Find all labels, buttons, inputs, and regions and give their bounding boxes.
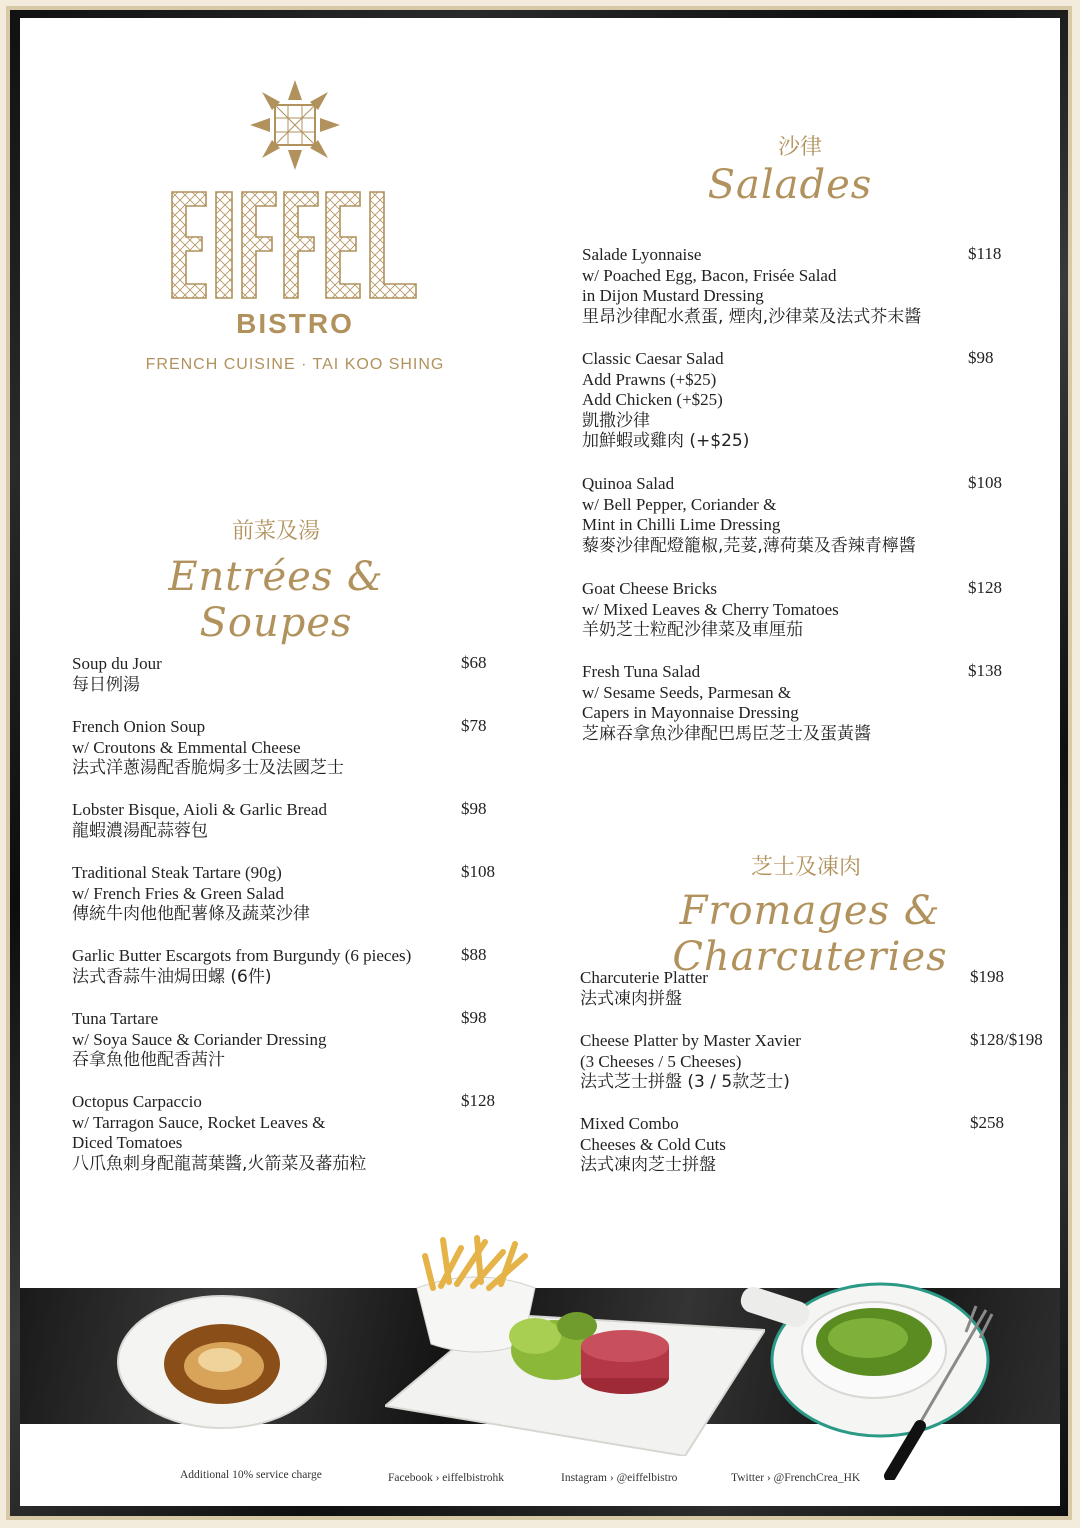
entree-item: Tuna Tartare w/ Soya Sauce & Coriander Dressing 吞拿魚他他配香茜汁 — [72, 1009, 327, 1070]
salade-item: Salade Lyonnaise w/ Poached Egg, Bacon, Frisée Salad in Dijon Mustard Dressing 里昂沙律配水煮蛋, 煙肉,沙律菜及法式芥末醬 — [582, 245, 922, 327]
entree-price: $78 — [461, 716, 487, 735]
fromage-item: Charcuterie Platter 法式凍肉拼盤 — [580, 968, 708, 1009]
salade-price: $98 — [968, 348, 994, 367]
salade-item: Classic Caesar Salad Add Prawns (+$25) Add Chicken (+$25) 凱撒沙律 加鮮蝦或雞肉 (+$25) — [582, 349, 750, 451]
service-charge-note: Additional 10% service charge — [180, 1469, 322, 1481]
salades-title-fr: Salades — [707, 162, 873, 208]
escargot-dish-icon — [740, 1280, 1000, 1480]
salade-price: $118 — [968, 244, 1002, 263]
entree-item: Garlic Butter Escargots from Burgundy (6 pieces) 法式香蒜牛油焗田螺 (6件) — [72, 946, 412, 987]
menu-page — [20, 18, 1060, 1506]
entree-price: $88 — [461, 945, 487, 964]
onion-soup-dish-icon — [112, 1284, 332, 1434]
fromage-price: $198 — [970, 967, 1004, 986]
salade-item: Fresh Tuna Salad w/ Sesame Seeds, Parmesan & Capers in Mayonnaise Dressing 芝麻吞拿魚沙律配巴馬臣芝士及蛋黃醬 — [582, 662, 871, 744]
brand-tagline: FRENCH CUISINE · TAI KOO SHING — [145, 356, 445, 373]
fromages-title-fr: Fromages & Charcuteries — [672, 888, 948, 980]
fromage-item: Cheese Platter by Master Xavier (3 Cheeses / 5 Cheeses) 法式芝士拼盤 (3 / 5款芝士) — [580, 1031, 801, 1092]
salade-price: $138 — [968, 661, 1002, 680]
facebook-link[interactable]: Facebook › eiffelbistrohk — [388, 1472, 505, 1484]
fromage-item: Mixed Combo Cheeses & Cold Cuts 法式凍肉芝士拼盤 — [580, 1114, 726, 1175]
entree-price: $98 — [461, 799, 487, 818]
entree-item: French Onion Soup w/ Croutons & Emmental Cheese 法式洋蔥湯配香脆焗多士及法國芝士 — [72, 717, 344, 778]
salade-price: $128 — [968, 578, 1002, 597]
salade-item: Quinoa Salad w/ Bell Pepper, Coriander & Mint in Chilli Lime Dressing 藜麥沙律配燈籠椒,芫荽,薄荷葉及香辣青檸醬 — [582, 474, 916, 556]
fromages-title-zh: 芝士及凍肉 — [750, 855, 861, 880]
entree-price: $98 — [461, 1008, 487, 1027]
fromage-price: $258 — [970, 1113, 1004, 1132]
eiffel-wordmark-logo-icon — [170, 190, 420, 300]
twitter-link[interactable]: Twitter › @FrenchCrea_HK — [731, 1472, 861, 1484]
eiffel-sun-logo-icon — [250, 80, 340, 170]
brand-subtitle: BISTRO — [236, 308, 354, 339]
entree-price: $108 — [461, 862, 495, 881]
entree-item: Traditional Steak Tartare (90g) w/ French Fries & Green Salad 傳統牛肉他他配薯條及蔬菜沙律 — [72, 863, 310, 924]
entrees-title-zh: 前菜及湯 — [231, 519, 320, 544]
salade-item: Goat Cheese Bricks w/ Mixed Leaves & Cherry Tomatoes 羊奶芝士粒配沙律菜及車厘茄 — [582, 579, 839, 640]
entree-item: Lobster Bisque, Aioli & Garlic Bread 龍蝦濃湯配蒜蓉包 — [72, 800, 327, 841]
salade-price: $108 — [968, 473, 1002, 492]
entree-item: Octopus Carpaccio w/ Tarragon Sauce, Rocket Leaves & Diced Tomatoes 八爪魚刺身配龍蒿葉醬,火箭菜及蕃茄粒 — [72, 1092, 367, 1174]
entree-price: $68 — [461, 653, 487, 672]
fromage-price: $128/$198 — [970, 1030, 1043, 1049]
entree-price: $128 — [461, 1091, 495, 1110]
salades-title-zh: 沙律 — [777, 135, 822, 160]
instagram-link[interactable]: Instagram › @eiffelbistro — [561, 1472, 678, 1484]
entrees-title-fr: Entrées & Soupes — [168, 554, 384, 646]
entree-item: Soup du Jour 每日例湯 — [72, 654, 162, 695]
steak-tartare-dish-icon — [385, 1226, 765, 1456]
